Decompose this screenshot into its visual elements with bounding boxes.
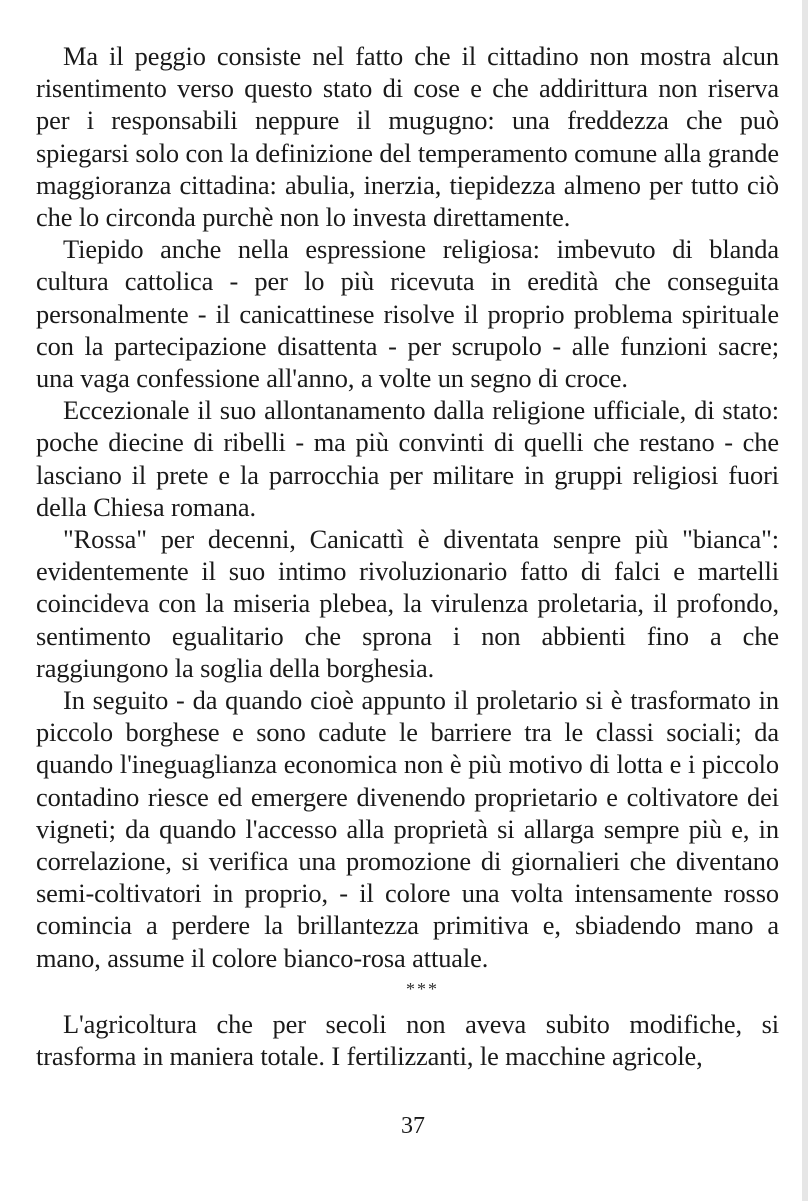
page-body: [36, 40, 779, 1072]
paragraph-1: Ma il peggio consiste nel fatto che il cittadino non mostra alcun risentimento verso questo stato di cose e che addirittura non riserva per i responsabili neppure il mugugno: una freddezza che può spiegarsi solo con la definizione del temperamento comune alla grande maggioranza cittadina: abulia, inerzia, tiepidezza almeno per tutto ciò che lo circonda purchè non lo investa direttamente.: [36, 41, 779, 233]
paragraph-4: "Rossa" per decenni, Canicattì è diventata senpre più "bianca": evidentemente il suo intimo rivoluzionario fatto di falci e martelli coincideva con la miseria plebea, la virulenza proletaria, il profondo, sentimento egualitario che sprona i non abbienti fino a che raggiungono la soglia della borghesia.: [36, 524, 779, 683]
section-separator: ***: [406, 978, 439, 999]
paragraph-6: L'agricoltura che per secoli non aveva subito modifiche, si trasforma in maniera totale. I fertilizzanti, le macchine agricole,: [36, 1008, 779, 1072]
page-edge-shadow: [802, 0, 808, 1201]
page-number: 37: [401, 1113, 425, 1139]
paragraph-2: Tiepido anche nella espressione religiosa: imbevuto di blanda cultura cattolica - per lo più ricevuta in eredità che conseguita personalmente - il canicattinese risolve il proprio problema spirituale con la partecipazione disattenta - per scrupolo - alle funzioni sacre; una vaga confessione all'anno, a volte un segno di croce.: [36, 234, 779, 394]
paragraph-3: Eccezionale il suo allontanamento dalla religione ufficiale, di stato: poche diecine di ribelli - ma più convinti di quelli che restano - che lasciano il prete e la parrocchia per militare in gruppi religiosi fuori della Chiesa romana.: [36, 395, 779, 522]
paragraph-5: In seguito - da quando cioè appunto il proletario si è trasformato in piccolo borghese e sono cadute le barriere tra le classi sociali; da quando l'ineguaglianza economica non è più motivo di lotta e i piccolo contadino riesce ed emergere divenendo proprietario e coltivatore dei vigneti; da quando l'accesso alla proprietà si allarga sempre più e, in correlazione, si verifica una promozione di giornalieri che diventano semi-coltivatori in proprio, - il colore una volta intensamente rosso comincia a perdere la brillantezza primitiva e, sbiadendo mano a mano, assume il colore bianco-rosa attuale.: [36, 685, 779, 973]
